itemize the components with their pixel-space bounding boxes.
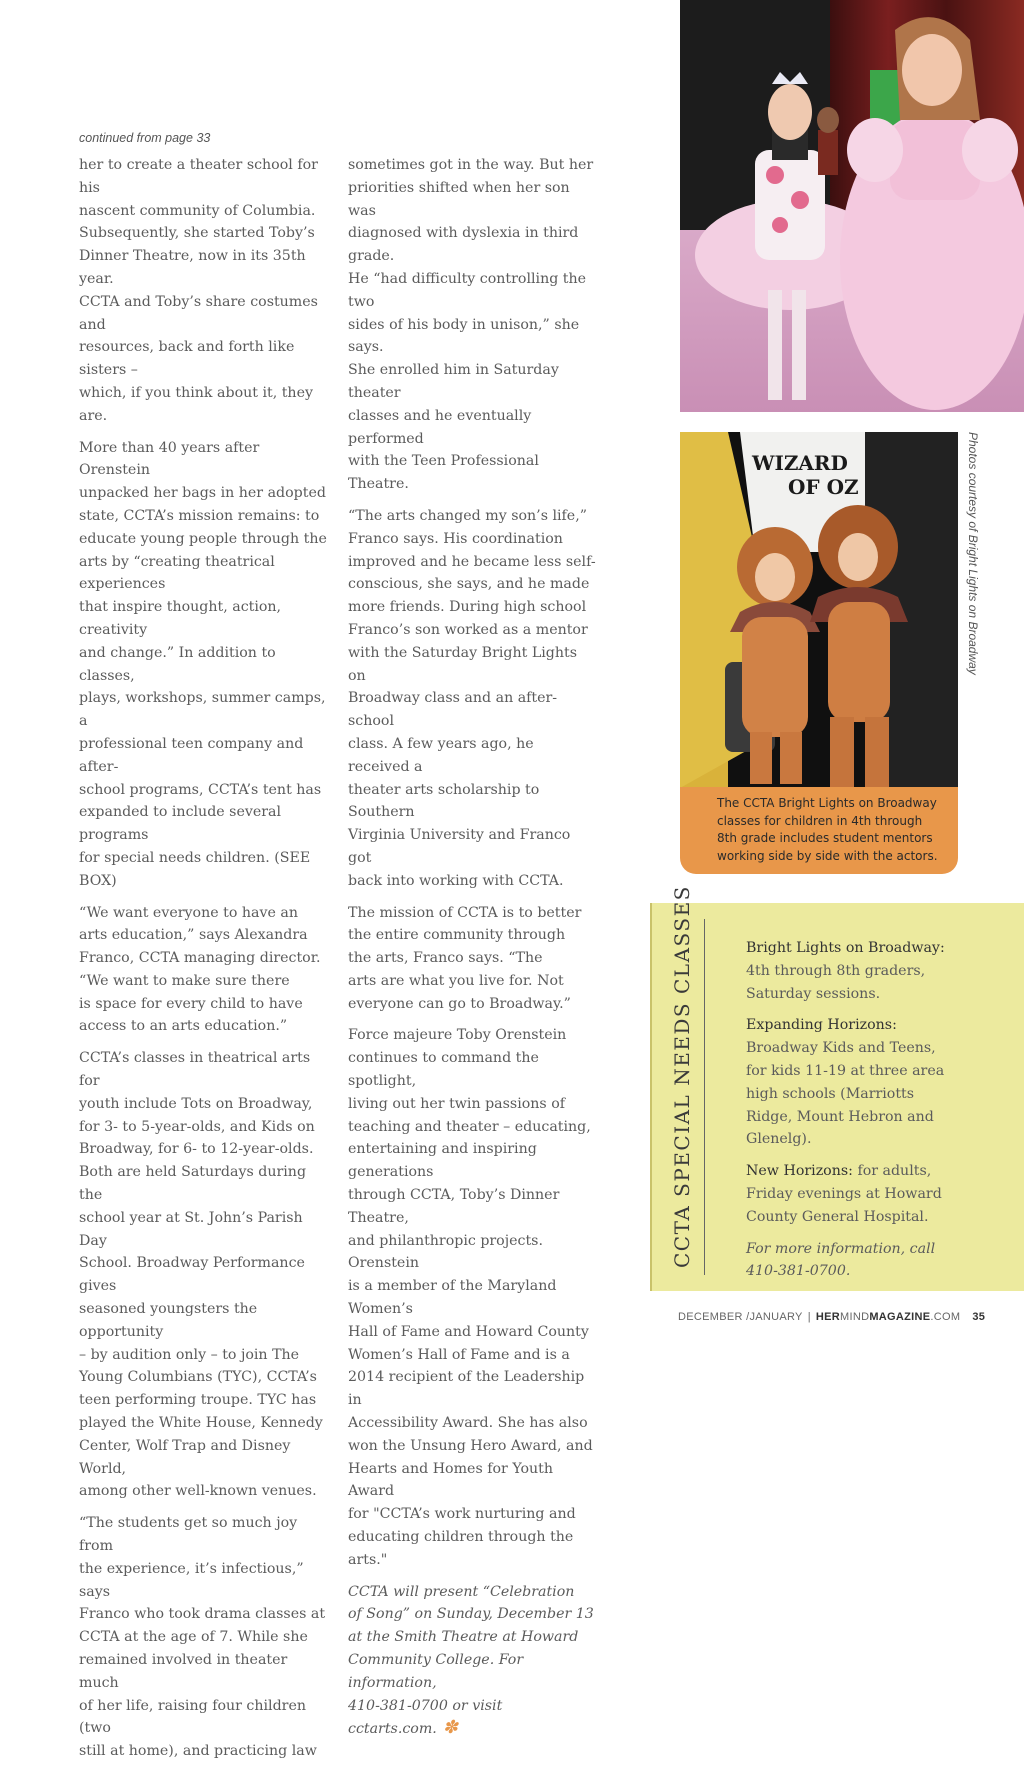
sidebar-item: [746, 937, 956, 1005]
paragraph: her to create a theater school for his nascent community of Columbia. Subsequently, she started Toby’s Dinner Theatre, now in its 35th year. CCTA and Toby’s share costumes and resources, back and forth like sisters – which, if you think about it, they are.: [79, 157, 318, 424]
sidebar-content: [746, 937, 956, 1292]
page-number: 35: [972, 1311, 986, 1323]
paragraph: “We want everyone to have an arts education,” says Alexandra Franco, CCTA managing director. “We want to make sure there is space for every child to have access to an arts education.”: [79, 904, 321, 1035]
sidebar-item: [746, 1160, 956, 1228]
sign-text: WIZARD: [752, 451, 848, 475]
photo-costumed-girls: [680, 0, 1024, 412]
issue-date: DECEMBER /JANUARY: [678, 1311, 803, 1323]
sidebar-item-heading: Expanding Horizons: [746, 1017, 893, 1034]
article-column-2: [348, 154, 598, 1750]
sidebar-item-text: Broadway Kids and Teens, for kids 11-19 at three area high schools (Marriotts Ridge, Mount Hebron and Glenelg).: [746, 1040, 945, 1148]
event-note: [348, 1581, 598, 1742]
paragraph: “The arts changed my son’s life,” Franco says. His coordination improved and he became less self- conscious, she says, and he made more friends. During high school Franco’s son worked as a mentor with the Saturday Bright Lights on Broadway class and an after-school class. A few years ago, he received a theater arts scholarship to Southern Virginia University and Franco got back into working with CCTA.: [348, 507, 596, 889]
sign-text: OF OZ: [788, 475, 859, 499]
photo-illustration: [680, 0, 1024, 412]
sidebar-item-text: 4th through 8th graders, Saturday sessions.: [746, 962, 926, 1002]
site-name-part: HER: [815, 1311, 840, 1323]
footer-separator: |: [807, 1311, 811, 1323]
photo-caption: The CCTA Bright Lights on Broadway classes for children in 4th through 8th grade includes student mentors working side by side with the actors.: [680, 787, 958, 874]
sidebar-item-heading: Bright Lights on Broadway: [746, 940, 940, 956]
sidebar-item-colon: :: [848, 1163, 853, 1180]
sidebar-box: [650, 885, 1024, 1291]
sidebar-contact: For more information, call 410-381-0700.: [746, 1240, 936, 1280]
paragraph: Force majeure Toby Orenstein continues to command the spotlight, living out her twin passions of teaching and theater – educating, entertaining and inspiring generations through CCTA, Toby’s Dinner Theatre, and philanthropic projects. Orenstein is a member of the Maryland Women’s Hall of Fame and Howard County Women’s Hall of Fame and is a 2014 recipient of the Leadership in Accessibility Award. She has also won the Unsung Hero Award, and Hearts and Homes for Youth Award for "CCTA’s work nurturing and educating children through the arts.": [348, 1027, 593, 1568]
continued-note: continued from page 33: [79, 131, 211, 145]
sidebar-item-text: for adults, Friday evenings at Howard County General Hospital.: [746, 1163, 942, 1225]
sidebar-divider: [704, 919, 705, 1275]
page-footer: [678, 1311, 985, 1323]
sidebar-item-heading: New Horizons: [746, 1163, 849, 1180]
paragraph: CCTA’s classes in theatrical arts for youth include Tots on Broadway, for 3- to 5-year-olds, and Kids on Broadway, for 6- to 12-year-olds. Both are held Saturdays during the school year at St. John’s Parish Day School. Broadway Performance gives seasoned youngsters the opportunity – by audition only – to join The Young Columbians (TYC), CCTA’s teen performing troupe. TYC has played the White House, Kennedy Center, Wolf Trap and Disney World, among other well-known venues.: [79, 1050, 323, 1500]
event-note-text: CCTA will present “Celebration of Song” on Sunday, December 13 at the Smith Theatre at Howard Community College. For information, 410-381-0700 or visit cctarts.com.: [348, 1583, 594, 1738]
sidebar-title: CCTA SPECIAL NEEDS CLASSES: [670, 885, 694, 1268]
sidebar-item-colon: :: [939, 940, 945, 956]
photo-credit-text: Photos courtesy of Bright Lights on Broadway: [966, 432, 980, 675]
photo-illustration: [680, 432, 958, 788]
sidebar-item: [746, 1014, 956, 1151]
paragraph: “The students get so much joy from the experience, it’s infectious,” says Franco who took drama classes at CCTA at the age of 7. While she remained involved in theater much of her life, raising four children (two still at home), and practicing law: [79, 1515, 326, 1760]
article-column-1: [79, 154, 329, 1772]
photo-wizard-of-oz-actors: [680, 432, 958, 788]
paragraph: More than 40 years after Orenstein unpacked her bags in her adopted state, CCTA’s mission remains: to educate young people through the arts by “creating theatrical experiences that inspire thought, action, creativity and change.” In addition to classes, plays, workshops, summer camps, a professional teen company and after- school programs, CCTA’s tent has expanded to include several programs for special needs children. (SEE BOX): [79, 439, 327, 889]
end-mark-icon: ✽: [442, 1717, 458, 1739]
photo-credit: [962, 432, 984, 675]
site-name-part: .COM: [930, 1311, 961, 1323]
paragraph: The mission of CCTA is to better the entire community through the arts, Franco says. “The arts are what you live for. Not everyone can go to Broadway.”: [348, 904, 582, 1012]
site-name-part: MAGAZINE: [869, 1311, 931, 1323]
site-name-part: MIND: [840, 1311, 870, 1323]
sidebar-item-colon: :: [892, 1017, 897, 1034]
paragraph: sometimes got in the way. But her priorities shifted when her son was diagnosed with dyslexia in third grade. He “had difficulty controlling the two sides of his body in unison,” she says. She enrolled him in Saturday theater classes and he eventually performed with the Teen Professional Theatre.: [348, 157, 594, 493]
